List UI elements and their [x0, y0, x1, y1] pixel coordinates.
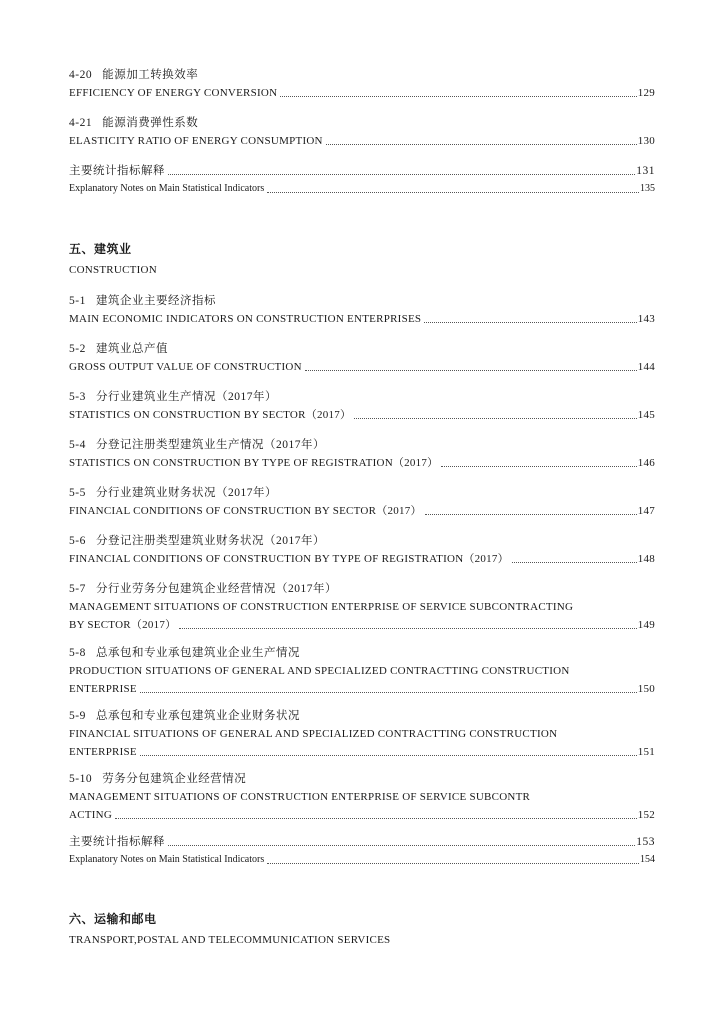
notes-en-text: Explanatory Notes on Main Statistical Indicators — [69, 183, 265, 194]
entry-title-en[interactable] — [69, 134, 655, 148]
entry-title-zh — [69, 646, 655, 660]
entry-code: 5-1 — [69, 295, 86, 307]
entry-title-en[interactable] — [69, 408, 655, 422]
entry-zh: 总承包和专业承包建筑业企业财务状况 — [95, 710, 300, 722]
leader-dots — [140, 754, 637, 756]
leader-dots — [140, 691, 637, 693]
entry-title-en[interactable] — [69, 504, 655, 518]
entry-title-zh — [69, 438, 655, 452]
entry-en-line2: ENTERPRISE — [69, 683, 137, 695]
section-title-en: TRANSPORT,POSTAL AND TELECOMMUNICATION SERVICES — [69, 934, 391, 946]
entry-code: 5-7 — [69, 583, 86, 595]
leader-dots — [115, 817, 637, 819]
page-number: 148 — [637, 553, 655, 565]
page-number: 143 — [637, 313, 655, 325]
entry-en-line2: BY SECTOR（2017） — [69, 619, 177, 631]
entry-en: EFFICIENCY OF ENERGY CONVERSION — [69, 87, 278, 99]
entry-en: GROSS OUTPUT VALUE OF CONSTRUCTION — [69, 361, 302, 373]
page-number: 147 — [637, 505, 655, 517]
section-title-zh: 六、运输和邮电 — [69, 912, 157, 926]
entry-title-en[interactable] — [69, 86, 655, 100]
leader-dots — [441, 465, 636, 467]
notes-en[interactable] — [69, 853, 655, 867]
entry-en-line1: PRODUCTION SITUATIONS OF GENERAL AND SPECIALIZED CONTRACTTING CONSTRUCTION — [69, 665, 570, 677]
leader-dots — [425, 513, 637, 515]
entry-zh: 建筑业总产值 — [95, 343, 168, 355]
entry-title-en[interactable] — [69, 618, 655, 632]
entry-en-line2: ENTERPRISE — [69, 746, 137, 758]
page-number: 130 — [637, 135, 655, 147]
entry-title-zh — [69, 294, 655, 308]
page-number: 150 — [637, 683, 655, 695]
page-number: 146 — [637, 457, 655, 469]
notes-zh[interactable] — [69, 835, 655, 849]
entry-title-en[interactable] — [69, 682, 655, 696]
entry-title-zh — [69, 582, 655, 596]
entry-en: STATISTICS ON CONSTRUCTION BY SECTOR（2017） — [69, 409, 352, 421]
entry-zh: 建筑企业主要经济指标 — [95, 295, 216, 307]
entry-code: 5-5 — [69, 487, 86, 499]
notes-zh[interactable] — [69, 164, 655, 178]
entry-code: 5-10 — [69, 773, 93, 785]
leader-dots — [512, 561, 637, 563]
entry-zh: 分登记注册类型建筑业财务状况（2017年） — [95, 535, 325, 547]
entry-zh: 劳务分包建筑企业经营情况 — [102, 773, 247, 785]
entry-code: 5-3 — [69, 391, 86, 403]
notes-zh-text: 主要统计指标解释 — [69, 165, 165, 177]
page-number: 145 — [637, 409, 655, 421]
entry-title-zh — [69, 772, 655, 786]
notes-en[interactable] — [69, 182, 655, 196]
entry-title-en[interactable] — [69, 456, 655, 470]
entry-title-en[interactable] — [69, 360, 655, 374]
leader-dots — [179, 627, 636, 629]
entry-en-line1: MANAGEMENT SITUATIONS OF CONSTRUCTION ENTERPRISE OF SERVICE SUBCONTRACTING — [69, 601, 574, 613]
page-number: 152 — [637, 809, 655, 821]
entry-en: MAIN ECONOMIC INDICATORS ON CONSTRUCTION ENTERPRISES — [69, 313, 422, 325]
entry-en: FINANCIAL CONDITIONS OF CONSTRUCTION BY SECTOR（2017） — [69, 505, 422, 517]
entry-title-zh — [69, 534, 655, 548]
entry-en-line1: FINANCIAL SITUATIONS OF GENERAL AND SPECIALIZED CONTRACTTING CONSTRUCTION — [69, 728, 558, 740]
entry-zh: 能源加工转换效率 — [102, 69, 199, 81]
leader-dots — [326, 143, 637, 145]
entry-zh: 总承包和专业承包建筑业企业生产情况 — [95, 647, 300, 659]
entry-zh: 能源消费弹性系数 — [102, 117, 199, 129]
entry-en-line1: MANAGEMENT SITUATIONS OF CONSTRUCTION ENTERPRISE OF SERVICE SUBCONTR — [69, 791, 531, 803]
leader-dots — [168, 173, 635, 175]
entry-title-en[interactable] — [69, 552, 655, 566]
section-title-zh: 五、建筑业 — [69, 242, 132, 256]
entry-code: 5-2 — [69, 343, 86, 355]
entry-title-zh — [69, 116, 655, 130]
entry-title-zh — [69, 68, 655, 82]
page-number: 154 — [640, 854, 655, 865]
page-number: 131 — [636, 165, 655, 177]
page-number: 135 — [640, 183, 655, 194]
entry-code: 5-9 — [69, 710, 86, 722]
leader-dots — [354, 417, 637, 419]
entry-title-zh — [69, 342, 655, 356]
entry-en: STATISTICS ON CONSTRUCTION BY TYPE OF REGISTRATION（2017） — [69, 457, 439, 469]
entry-title-en[interactable] — [69, 312, 655, 326]
leader-dots — [305, 369, 637, 371]
entry-title-zh — [69, 486, 655, 500]
entry-title-zh — [69, 709, 655, 723]
entry-title-en[interactable] — [69, 745, 655, 759]
leader-dots — [424, 321, 636, 323]
leader-dots — [168, 844, 635, 846]
entry-code: 5-8 — [69, 647, 86, 659]
entry-code: 4-21 — [69, 117, 93, 129]
section-title-en: CONSTRUCTION — [69, 264, 157, 276]
entry-title-en[interactable] — [69, 808, 655, 822]
leader-dots — [267, 862, 639, 864]
entry-zh: 分行业建筑业财务状况（2017年） — [95, 487, 277, 499]
notes-zh-text: 主要统计指标解释 — [69, 836, 165, 848]
entry-code: 4-20 — [69, 69, 93, 81]
leader-dots — [280, 95, 636, 97]
entry-code: 5-4 — [69, 439, 86, 451]
page-number: 151 — [637, 746, 655, 758]
notes-en-text: Explanatory Notes on Main Statistical Indicators — [69, 854, 265, 865]
page-number: 153 — [636, 836, 655, 848]
entry-en: FINANCIAL CONDITIONS OF CONSTRUCTION BY TYPE OF REGISTRATION（2017） — [69, 553, 509, 565]
page-number: 144 — [637, 361, 655, 373]
entry-title-zh — [69, 390, 655, 404]
entry-code: 5-6 — [69, 535, 86, 547]
page-number: 129 — [637, 87, 655, 99]
entry-zh: 分行业劳务分包建筑企业经营情况（2017年） — [95, 583, 337, 595]
entry-en: ELASTICITY RATIO OF ENERGY CONSUMPTION — [69, 135, 323, 147]
entry-en-line2: ACTING — [69, 809, 113, 821]
entry-zh: 分登记注册类型建筑业生产情况（2017年） — [95, 439, 325, 451]
page-number: 149 — [637, 619, 655, 631]
entry-zh: 分行业建筑业生产情况（2017年） — [95, 391, 277, 403]
leader-dots — [267, 191, 639, 193]
